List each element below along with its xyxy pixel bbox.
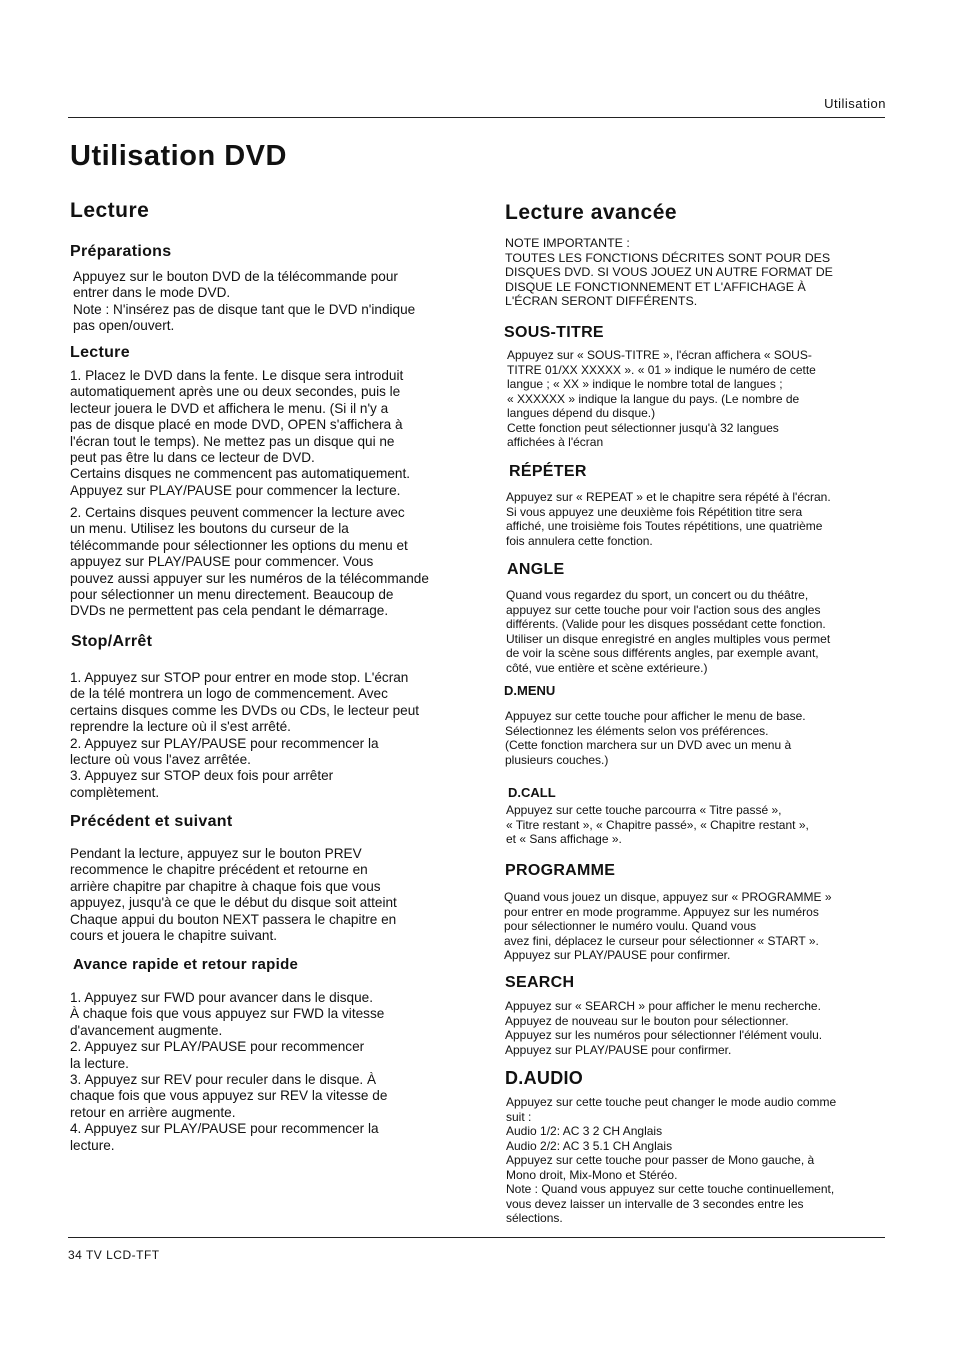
header-rule [68, 117, 885, 118]
lecture-subtitle: Lecture [70, 344, 130, 361]
ffrew-title: Avance rapide et retour rapide [73, 956, 299, 973]
repeter-title: RÉPÉTER [509, 463, 587, 480]
prev-next-text: Pendant la lecture, appuyez sur le bouton PREV recommence le chapitre précédent et retourne en arrière chapitre par chapitre à chaque fois que vous appuyez, jusqu'à ce que le début du disque soit atteint Chaque appui du bouton NEXT passera le chapitre en cours et jouera le chapitre suivant. [70, 846, 397, 944]
angle-title: ANGLE [507, 561, 565, 578]
lecture-text-2: 2. Certains disques peuvent commencer la lecture avec un menu. Utilisez les boutons du curseur de la télécommande pour sélectionner les options du menu et appuyez sur PLAY/PAUSE pour commencer. Vous pouvez aussi appuyer sur les numéros de la télécommande pour sélectionner un menu directement. Beaucoup de DVDs ne permettent pas cela pendant le démarrage. [70, 505, 429, 619]
daudio-text: Appuyez sur cette touche peut changer le mode audio comme suit : Audio 1/2: AC 3 2 CH Anglais Audio 2/2: AC 3 5.1 CH Anglais Appuyez sur cette touche pour passer de Mono gauche, à Mono droit, Mix-Mono et Stéréo. Note : Quand vous appuyez sur cette touche continuellement, vous devez laisser un intervalle de 3 secondes entre les sélections. [506, 1095, 837, 1225]
programme-title: PROGRAMME [505, 862, 616, 879]
footer-rule [68, 1237, 885, 1238]
preparations-text: Appuyez sur le bouton DVD de la télécommande pour entrer dans le mode DVD. Note : N'insérez pas de disque tant que le DVD n'indique pas open/ouvert. [73, 269, 416, 334]
ffrew-text: 1. Appuyez sur FWD pour avancer dans le disque. À chaque fois que vous appuyez sur FWD la vitesse d'avancement augmente. 2. Appuyez sur PLAY/PAUSE pour recommencer la lecture. 3. Appuyez sur REV pour reculer dans le disque. À chaque fois que vous appuyez sur REV la vitesse de retour en arrière augmente. 4. Appuyez sur PLAY/PAUSE pour recommencer la lecture. [70, 990, 388, 1153]
programme-text: Quand vous jouez un disque, appuyez sur « PROGRAMME » pour entrer en mode programme. Appuyez sur les numéros pour sélectionner le numéro voulu. Quand vous avez fini, déplacez le curseur pour sélectionner « START ». Appuyez sur PLAY/PAUSE pour confirmer. [504, 890, 832, 962]
daudio-title: D.AUDIO [505, 1068, 584, 1088]
stop-title: Stop/Arrêt [71, 633, 153, 650]
lecture-avancee-heading: Lecture avancée [505, 201, 678, 224]
angle-text: Quand vous regardez du sport, un concert ou du théâtre, appuyez sur cette touche pour voir l'action sous des angles différents. (Valide pour les disques possédant cette fonction. Utiliser un disque enregistré en angles multiples vous permet de voir la scène sous différents angles, par exemple avant, côté, vue entière et scène extérieure.) [506, 588, 831, 675]
lecture-text-1: 1. Placez le DVD dans la fente. Le disque sera introduit automatiquement après une ou deux secondes, puis le lecteur jouera le DVD et affichera le menu. (Si il n'y a pas de disque placé en mode DVD, OPEN s'affichera à l'écran tout le temps). Ne mettez pas un disque qui ne peut pas être lu dans ce lecteur de DVD. Certains disques ne commencent pas automatiquement. Appuyez sur PLAY/PAUSE pour commencer la lecture. [70, 368, 411, 498]
repeter-text: Appuyez sur « REPEAT » et le chapitre sera répété à l'écran. Si vous appuyez une deuxième fois Répétition titre sera affiché, une troisième fois Toutes répétitions, une quatrième fois annulera cette fonction. [506, 490, 831, 548]
sous-titre-title: SOUS-TITRE [504, 324, 604, 341]
lecture-heading: Lecture [70, 199, 150, 222]
search-text: Appuyez sur « SEARCH » pour afficher le menu recherche. Appuyez de nouveau sur le bouton pour sélectionner. Appuyez sur les numéros pour sélectionner l'élément voulu. Appuyez sur PLAY/PAUSE pour confirmer. [505, 999, 823, 1057]
dmenu-title: D.MENU [504, 683, 556, 698]
dcall-title: D.CALL [508, 785, 556, 800]
sous-titre-text: Appuyez sur « SOUS-TITRE », l'écran affichera « SOUS- TITRE 01/XX XXXXX ». « 01 » indique le numéro de cette langue ; « XX » indique le nombre total de langues ; « XXXXXX » indique la langue du pays. (Le nombre de langues dépend du disque.) Cette fonction peut sélectionner jusqu'à 32 langues affichées à l'écran [507, 348, 816, 449]
page-title: Utilisation DVD [70, 140, 287, 172]
header-section-label: Utilisation [824, 96, 886, 111]
important-note: NOTE IMPORTANTE : TOUTES LES FONCTIONS DÉCRITES SONT POUR DES DISQUES DVD. SI VOUS JOUEZ UN AUTRE FORMAT DE DISQUE LE FONCTIONNEMENT ET L'AFFICHAGE À L'ÉCRAN SERONT DIFFÉRENTS. [505, 236, 833, 308]
search-title: SEARCH [505, 974, 575, 991]
stop-text: 1. Appuyez sur STOP pour entrer en mode stop. L'écran de la télé montrera un logo de commencement. Avec certains disques comme les DVDs ou CDs, le lecteur peut reprendre la lecture où il s'est arrêté. 2. Appuyez sur PLAY/PAUSE pour recommencer la lecture où vous l'avez arrêtée. 3. Appuyez sur STOP deux fois pour arrêter complètement. [70, 670, 420, 800]
preparations-title: Préparations [70, 243, 172, 260]
prev-next-title: Précédent et suivant [70, 813, 233, 830]
dcall-text: Appuyez sur cette touche parcourra « Titre passé », « Titre restant », « Chapitre passé», « Chapitre restant », et « Sans affichage ». [506, 803, 809, 846]
page-number: 34 TV LCD-TFT [68, 1248, 160, 1262]
dmenu-text: Appuyez sur cette touche pour afficher le menu de base. Sélectionnez les éléments selon vos préférences. (Cette fonction marchera sur un DVD avec un menu à plusieurs couches.) [505, 709, 806, 767]
